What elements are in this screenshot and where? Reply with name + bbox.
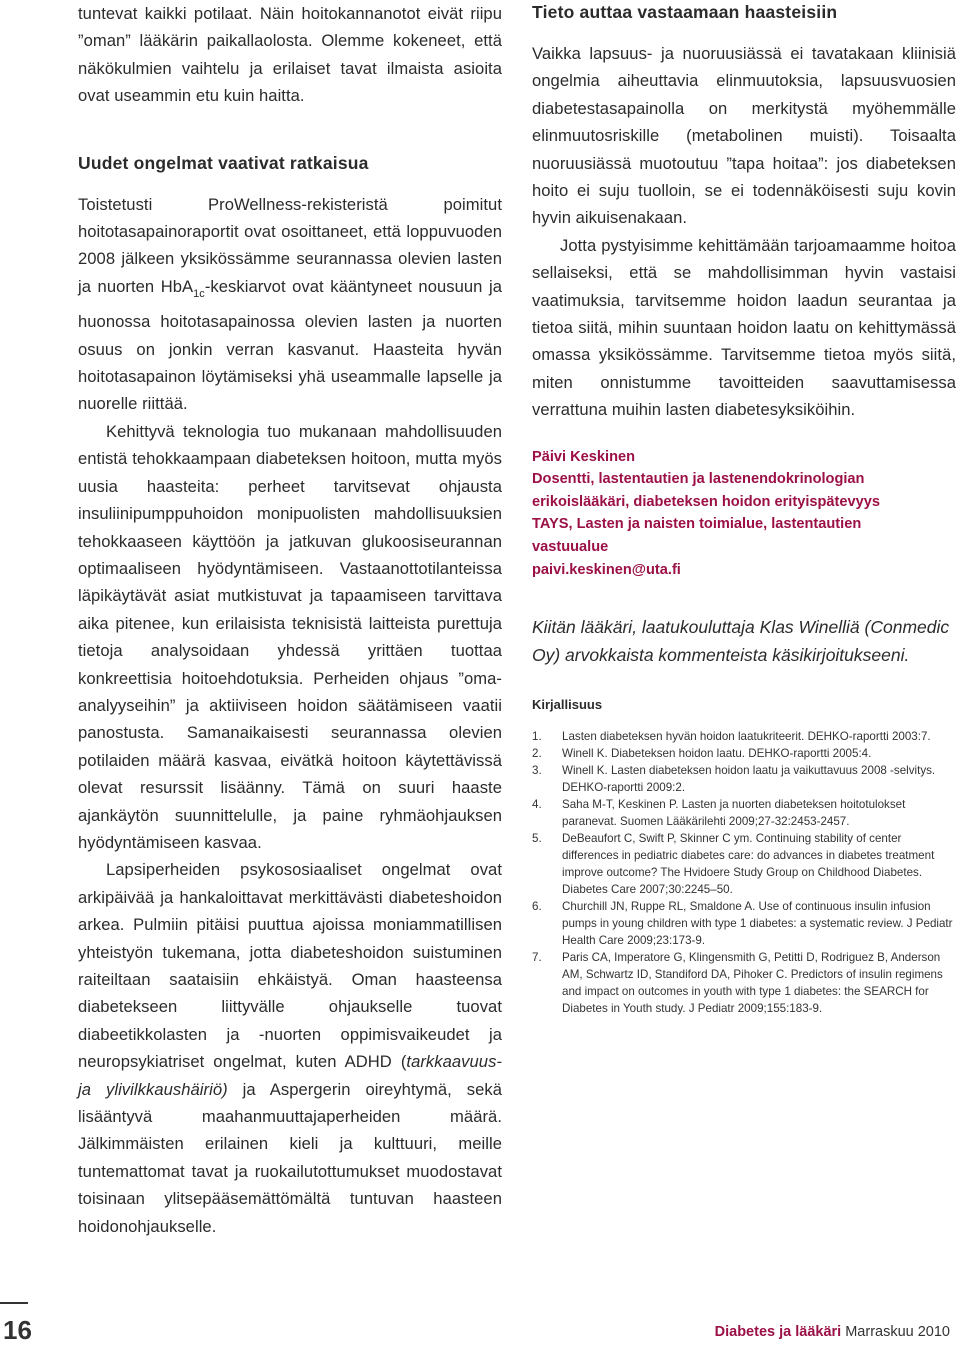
paragraph-registry-text-a: Toistetusti ProWellness-rekisteristä poimitut hoitotasapainoraportit ovat osoittaneet, että loppuvuoden 2008 jälkeen yksikössämme seurannassa olevien lasten ja nuorten HbA	[78, 194, 502, 296]
reference-item: 6. Churchill JN, Ruppe RL, Smaldone A. Use of continuous insulin infusion pumps in young children with type 1 diabetes: a systematic review. J Pediatr Health Care 2009;23:173-9.	[532, 900, 953, 948]
paragraph-psychosocial-text-b: ja Aspergerin oireyhtymä, sekä lisääntyvä maahanmuuttajaperheiden määrä. Jälkimmäisten erilainen kieli ja kulttuuri, meille tuntemattomat tavat ja ruokailutottumukset muodostavat toisinaan ylitsepääsemättömältä tuntuvan haasteen hoidonohjaukselle.	[78, 1079, 502, 1236]
acknowledgement: Kiitän lääkäri, laatukouluttaja Klas Winelliä (Conmedic Oy) arvokkaista kommenteista käsikirjoitukseeni.	[532, 617, 950, 666]
reference-item: 2. Winell K. Diabeteksen hoidon laatu. DEHKO-raportti 2005:4.	[532, 747, 872, 761]
references-heading: Kirjallisuus	[532, 697, 603, 713]
intro-block	[78, 0, 502, 110]
paragraph-metabolic-memory: Vaikka lapsuus- ja nuoruusiässä ei tavatakaan kliinisiä ongelmia aiheuttavia elinmuutoksia, lapsuusvuosien diabetestasapainolla on merkitystä myöhemmälle elinmuutosriskille (metabolinen muisti). Toisaalta nuoruusiässä muotoutuu ”tapa hoitaa”: jos diabeteksen hoito ei suju tuolloin, se ei todennäköisesti suju kovin hyvin aikuisenakaan.	[532, 44, 956, 228]
footer-publication	[715, 1324, 950, 1340]
paragraph-psychosocial-text-a: Lapsiperheiden psykososiaaliset ongelmat ovat arkipäivää ja hankaloittavat merkittävästi diabeteshoidon arkea. Pulmiin pitäisi puuttua ajoissa moniammatillisen yhteistyön tukemana, jotta diabeteshoidon suistuminen raiteiltaan saataisiin ehkäistyä. Oman haasteensa diabetekseen liittyvälle ohjaukselle tuovat diabeetikkolasten ja -nuorten oppimisvaikeudet ja neuropsykiatriset ongelmat, kuten ADHD (	[78, 860, 502, 1072]
page-number: 16	[3, 1315, 32, 1345]
reference-item: 1. Lasten diabeteksen hyvän hoidon laatukriteerit. DEHKO-raportti 2003:7.	[532, 730, 931, 744]
paragraph-psychosocial	[78, 856, 502, 1240]
right-body	[532, 40, 956, 424]
adhd-explanation: tarkkaavuus- ja ylivilkkaushäiriö)	[78, 1052, 502, 1099]
reference-item: 5. DeBeaufort C, Swift P, Skinner C ym. Continuing stability of center differences in pediatric diabetes care: do advances in diabetes treatment improve outcome? The Hvidoere Study Group on Childhood Diabetes. Diabetes Care 2007;30:2245–50.	[532, 832, 935, 897]
footer-rule	[0, 1302, 28, 1304]
hba1c-subscript: 1c	[193, 287, 205, 300]
reference-item: 4. Saha M-T, Keskinen P. Lasten ja nuorten diabeteksen hoitotulokset paranevat. Suomen Lääkärilehti 2009;27-32:2453-2457.	[532, 798, 906, 829]
section-heading-new-problems: Uudet ongelmat vaativat ratkaisua	[78, 152, 369, 173]
brand-ja-laakari: ja lääkäri	[779, 1324, 842, 1340]
issue-date: Marraskuu 2010	[845, 1324, 950, 1340]
section-heading-knowledge: Tieto auttaa vastaamaan haasteisiin	[532, 2, 838, 22]
paragraph-quality-monitoring: Jotta pystyisimme kehittämään tarjoamaamme hoitoa sellaiseksi, että se mahdollisimman hyvin vastaisi vaatimuksia, tarvitsemme hoidon laadun seurantaa ja tietoa siitä, mihin suuntaan hoidon laatu on kehittymässä omassa yksikössämme. Tarvitsemme tietoa myös siitä, miten onnistumme tavoitteiden saavuttamisessa verrattuna muihin lasten diabetesyksiköihin.	[532, 235, 956, 420]
author-email[interactable]: paivi.keskinen@uta.fi	[532, 561, 681, 578]
intro-paragraph: tuntevat kaikki potilaat. Näin hoitokannanotot eivät riipu ”oman” lääkärin paikallaolosta. Olemme kokeneet, että näkökulmien vaihtelu ja erilaiset tavat ilmaista asioita ovat useammin etu kuin haitta.	[78, 4, 502, 106]
author-title-line-1: Dosentti, lastentautien ja lastenendokrinologian	[532, 471, 865, 488]
references-list	[532, 728, 956, 1017]
author-name: Päivi Keskinen	[532, 448, 636, 465]
left-column	[78, 0, 502, 1240]
right-column	[532, 0, 956, 1017]
paragraph-registry	[78, 191, 502, 418]
author-block	[532, 446, 956, 582]
paragraph-registry-text-b: -keskiarvot ovat kääntyneet nousuun ja huonossa hoitotasapainossa olevien lasten ja nuorten osuus on jonkin verran kasvanut. Haasteita hyvän hoitotasapainon löytämiseksi yhä useammalle lapselle ja nuorelle riittää.	[78, 276, 502, 414]
reference-item: 7. Paris CA, Imperatore G, Klingensmith G, Petitti D, Rodriguez B, Anderson AM, Schwartz ID, Standiford DA, Pihoker C. Predictors of insulin regimens and impact on outcomes in youth with type 1 diabetes: the SEARCH for Diabetes in Youth study. J Pediatr 2009;155:183-9.	[532, 951, 943, 1016]
brand-diabetes: Diabetes	[714, 1324, 776, 1340]
paragraph-technology: Kehittyvä teknologia tuo mukanaan mahdollisuuden entistä tehokkaampaan diabeteksen hoitoon, mutta myös uusia haasteita: perheet tarvitsevat ohjausta insuliinipumppuhoidon monipuolisten mahdollisuuksien tehokkaaseen käyttöön ja jatkuvan glukoosiseurannan optimaaliseen hyödyntämiseen. Vastaanottotilanteissa läpikäytävät asiat mutkistuvat ja tapaamiseen tarvittava aika pitenee, kun erilaisista teknisistä laitteista purettuja tietoja analysoidaan yhdessä yrittäen tuottaa konkreettisia hoitoehdotuksia. Perheiden ohjaus ”oma-analyyseihin” ja aktiiviseen hoidon säätämiseen vaatii panostusta. Samanaikaisesti seurannassa olevien potilaiden määrä kasvaa, eivätkä hoitoon käytettävissä olevat resurssit lisäänny. Tämä on suuri haaste ajankäytön suunnittelulle, ja paine ryhmäohjauksen hyödyntämiseen kasvaa.	[78, 421, 502, 852]
author-title-line-3: TAYS, Lasten ja naisten toimialue, lastentautien	[532, 516, 862, 533]
author-title-line-4: vastuualue	[532, 539, 609, 556]
author-title-line-2: erikoislääkäri, diabeteksen hoidon erityispätevyys	[532, 493, 880, 510]
reference-item: 3. Winell K. Lasten diabeteksen hoidon laatu ja vaikuttavuus 2008 -selvitys. DEHKO-raportti 2009:2.	[532, 764, 936, 795]
